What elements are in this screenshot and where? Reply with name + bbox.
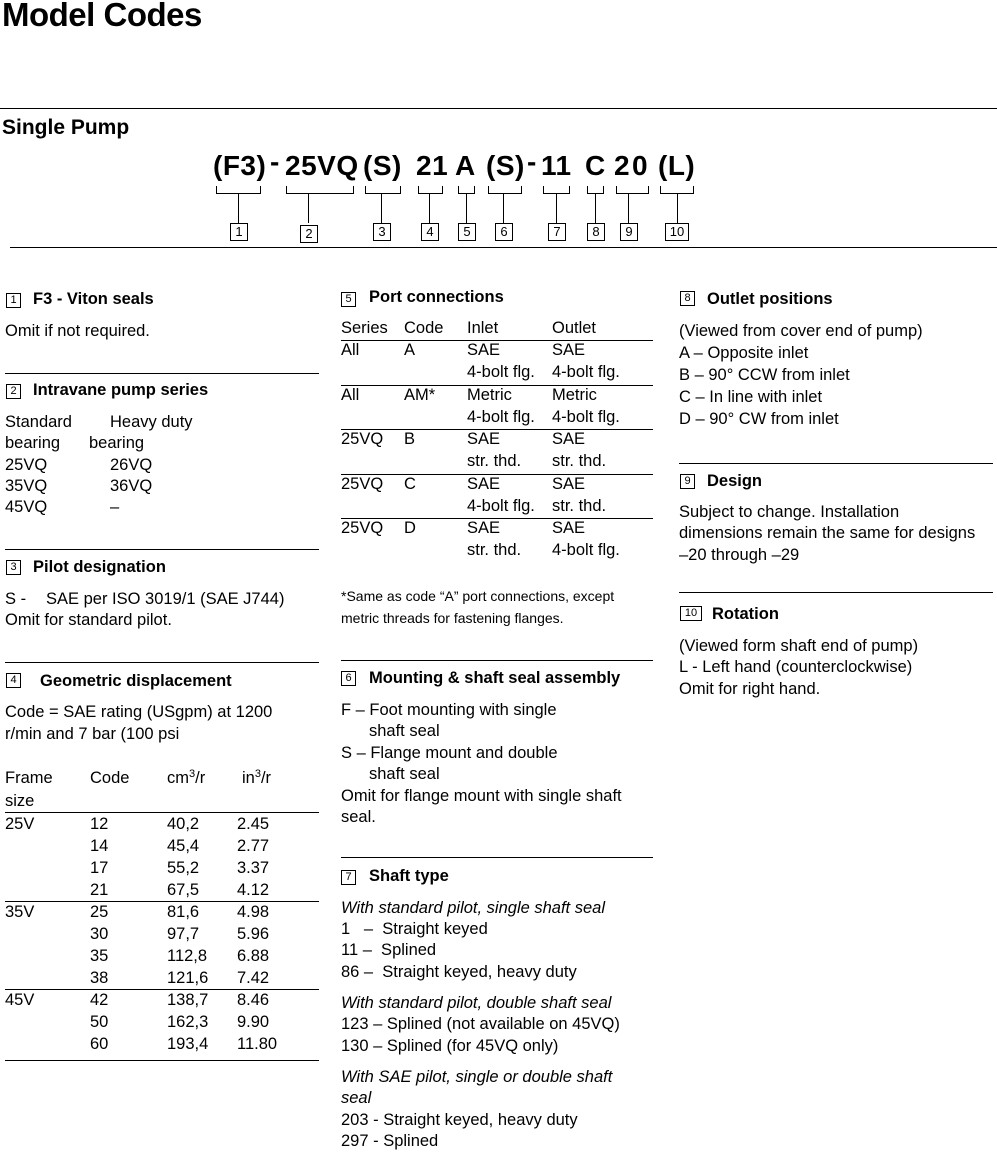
code-part-mounting: (S)	[486, 150, 525, 181]
rotation-line: Omit for right hand.	[679, 680, 821, 698]
displacement-cell: 121,6	[167, 969, 209, 987]
ref-box-2: 2	[300, 225, 318, 243]
design-line: –20 through –29	[679, 546, 800, 564]
series-cell: 35VQ	[5, 477, 48, 495]
port-cell: SAE	[552, 341, 586, 359]
port-cell: AM*	[404, 385, 436, 404]
ref-box-4: 4	[421, 223, 439, 241]
code-part-rotation: (L)	[658, 150, 696, 181]
section-number-1: 1	[6, 293, 21, 308]
displacement-cell: 25	[90, 903, 109, 921]
pilot-code: S -	[5, 590, 27, 608]
shaft-item: 86 – Straight keyed, heavy duty	[341, 963, 577, 981]
displacement-cell: 45,4	[167, 837, 200, 855]
ref-box-6: 6	[495, 223, 513, 241]
rotation-line: (Viewed form shaft end of pump)	[679, 637, 919, 655]
displacement-cell: 12	[90, 815, 109, 833]
port-note: *Same as code “A” port connections, except	[341, 588, 615, 604]
table-header: $in^3/r$	[242, 768, 272, 787]
port-cell: SAE	[552, 430, 586, 448]
code-part-outlet: C	[585, 150, 606, 181]
page-title: Model Codes	[2, 0, 202, 33]
port-cell: 25VQ	[341, 430, 384, 448]
port-cell: 25VQ	[341, 474, 384, 493]
mounting-option: seal.	[341, 808, 376, 826]
shaft-group: With standard pilot, single shaft seal	[341, 899, 605, 917]
displacement-cell: 55,2	[167, 859, 200, 877]
port-cell: 4-bolt flg.	[467, 496, 535, 515]
section-number-8: 8	[680, 291, 695, 306]
displacement-cell: 35	[90, 947, 109, 965]
displacement-cell: 40,2	[167, 815, 200, 833]
shaft-group: With SAE pilot, single or double shaft	[341, 1068, 613, 1086]
port-cell: str. thd.	[467, 452, 522, 470]
code-part-design-2: 0	[632, 150, 649, 181]
mounting-option: shaft seal	[369, 722, 440, 740]
displacement-cell: 25V	[5, 815, 35, 833]
section-title-7: Shaft type	[369, 867, 449, 885]
mounting-option: F – Foot mounting with single	[341, 701, 557, 719]
code-part-series: 25VQ	[285, 150, 359, 181]
outlet-line: C – In line with inlet	[679, 388, 823, 406]
displacement-cell: 50	[90, 1013, 109, 1031]
code-dash: -	[527, 146, 537, 177]
section-number-10: 10	[680, 606, 702, 621]
outlet-line: (Viewed from cover end of pump)	[679, 322, 923, 340]
port-cell: A	[404, 341, 416, 359]
section-number-5: 5	[341, 292, 356, 307]
mounting-option: shaft seal	[369, 765, 440, 783]
displacement-cell: 193,4	[167, 1035, 209, 1053]
port-cell: 4-bolt flg.	[552, 363, 620, 381]
series-cell: 25VQ	[5, 456, 48, 474]
port-cell: SAE	[552, 474, 586, 493]
displacement-cell: 6.88	[237, 947, 270, 965]
port-cell: Metric	[467, 385, 512, 404]
section-number-2: 2	[6, 384, 21, 399]
displacement-cell: 67,5	[167, 881, 200, 899]
code-part-shaft: 11	[541, 150, 572, 181]
series-cell: 26VQ	[110, 456, 153, 474]
ref-box-5: 5	[458, 223, 476, 241]
section-number-9: 9	[680, 474, 695, 489]
displacement-cell: 38	[90, 969, 109, 987]
port-note: metric threads for fastening flanges.	[341, 610, 564, 626]
code-part-port: A	[455, 150, 476, 181]
port-cell: 4-bolt flg.	[467, 407, 535, 426]
port-cell: C	[404, 474, 416, 493]
table-header: Inlet	[467, 319, 499, 337]
pilot-note: Omit for standard pilot.	[5, 611, 172, 629]
table-header: $cm^3/r$	[167, 768, 206, 787]
displacement-cell: 35V	[5, 903, 35, 921]
section-number-6: 6	[341, 671, 356, 686]
port-cell: SAE	[467, 474, 501, 493]
shaft-group: seal	[341, 1089, 372, 1107]
code-part-displacement: 21	[416, 150, 449, 181]
table-header: Code	[90, 769, 130, 787]
port-cell: 4-bolt flg.	[552, 541, 620, 559]
displacement-cell: 3.37	[237, 859, 270, 877]
section-title-2: Intravane pump series	[33, 381, 209, 399]
displacement-cell: 8.46	[237, 991, 270, 1009]
outlet-line: B – 90° CCW from inlet	[679, 366, 850, 384]
displacement-cell: 11.80	[237, 1035, 278, 1053]
port-cell: 4-bolt flg.	[467, 363, 535, 381]
port-cell: 25VQ	[341, 519, 384, 537]
section-title-1: F3 - Viton seals	[33, 290, 154, 308]
displacement-cell: 162,3	[167, 1013, 209, 1031]
displacement-cell: 4.12	[237, 881, 270, 899]
section-body-1: Omit if not required.	[5, 322, 150, 340]
port-cell: D	[404, 519, 416, 537]
code-part-pilot: (S)	[363, 150, 402, 181]
shaft-item: 123 – Splined (not available on 45VQ)	[341, 1015, 620, 1033]
port-cell: 4-bolt flg.	[552, 407, 620, 426]
divider	[10, 247, 997, 248]
shaft-item: 297 - Splined	[341, 1132, 439, 1150]
displacement-cell: 5.96	[237, 925, 270, 943]
port-cell: str. thd.	[467, 541, 522, 559]
displacement-cell: 14	[90, 837, 109, 855]
outlet-line: A – Opposite inlet	[679, 344, 809, 362]
series-header: Standard	[5, 413, 72, 431]
shaft-item: 203 - Straight keyed, heavy duty	[341, 1111, 578, 1129]
port-cell: SAE	[467, 341, 501, 359]
ref-box-1: 1	[230, 223, 248, 241]
design-line: Subject to change. Installation	[679, 503, 900, 521]
port-cell: B	[404, 430, 416, 448]
table-header: Outlet	[552, 319, 597, 337]
table-header: size	[5, 792, 35, 810]
displacement-cell: 17	[90, 859, 109, 877]
port-cell: SAE	[467, 519, 501, 537]
table-header: Code	[404, 319, 444, 337]
shaft-item: 11 – Splined	[341, 941, 437, 959]
code-part-f3: (F3)	[213, 150, 267, 181]
series-header: bearing	[5, 434, 61, 452]
displacement-desc: Code = SAE rating (USgpm) at 1200	[5, 703, 273, 721]
ref-box-7: 7	[548, 223, 566, 241]
series-cell: 45VQ	[5, 498, 48, 516]
port-cell: Metric	[552, 385, 597, 404]
displacement-cell: 30	[90, 925, 109, 943]
shaft-item: 130 – Splined (for 45VQ only)	[341, 1037, 559, 1055]
port-cell: All	[341, 385, 360, 404]
section-title-3: Pilot designation	[33, 558, 166, 576]
section-title-9: Design	[707, 472, 763, 490]
section-number-7: 7	[341, 870, 356, 885]
table-header: Series	[341, 319, 388, 337]
section-subtitle: Single Pump	[2, 116, 130, 139]
port-cell: str. thd.	[552, 452, 607, 470]
displacement-cell: 7.42	[237, 969, 270, 987]
section-title-6: Mounting & shaft seal assembly	[369, 669, 621, 687]
code-part-design-1: 2	[614, 150, 631, 181]
divider	[0, 108, 997, 109]
displacement-cell: 81,6	[167, 903, 200, 921]
displacement-cell: 9.90	[237, 1013, 270, 1031]
port-cell: SAE	[552, 519, 586, 537]
ref-box-8: 8	[587, 223, 605, 241]
design-line: dimensions remain the same for designs	[679, 524, 976, 542]
series-cell: 36VQ	[110, 477, 153, 495]
section-title-8: Outlet positions	[707, 290, 833, 308]
displacement-cell: 60	[90, 1035, 109, 1053]
port-cell: SAE	[467, 430, 501, 448]
displacement-cell: 97,7	[167, 925, 200, 943]
displacement-cell: 45V	[5, 991, 35, 1009]
section-title-10: Rotation	[712, 605, 779, 623]
section-number-4: 4	[6, 673, 21, 688]
outlet-line: D – 90° CW from inlet	[679, 410, 839, 428]
section-title-4: Geometric displacement	[40, 672, 232, 690]
ref-box-9: 9	[620, 223, 638, 241]
port-cell: str. thd.	[552, 496, 607, 515]
port-cell: All	[341, 341, 360, 359]
shaft-item: 1 – Straight keyed	[341, 920, 488, 938]
displacement-cell: 42	[90, 991, 109, 1009]
ref-box-3: 3	[373, 223, 391, 241]
mounting-option: Omit for flange mount with single shaft	[341, 787, 622, 805]
ref-box-10: 10	[665, 223, 689, 241]
series-cell: –	[110, 498, 120, 516]
displacement-desc: r/min and 7 bar (100 psi	[5, 725, 180, 743]
code-dash: -	[270, 146, 280, 177]
displacement-cell: 21	[90, 881, 109, 899]
mounting-option: S – Flange mount and double	[341, 744, 558, 762]
table-header: Frame	[5, 769, 53, 787]
series-header: bearing	[89, 434, 145, 452]
section-title-5: Port connections	[369, 288, 504, 306]
displacement-cell: 138,7	[167, 991, 209, 1009]
shaft-group: With standard pilot, double shaft seal	[341, 994, 612, 1012]
displacement-cell: 4.98	[237, 903, 270, 921]
displacement-cell: 2.45	[237, 815, 270, 833]
displacement-cell: 2.77	[237, 837, 270, 855]
rotation-line: L - Left hand (counterclockwise)	[679, 658, 913, 676]
series-header: Heavy duty	[110, 413, 193, 431]
section-number-3: 3	[6, 560, 21, 575]
pilot-text: SAE per ISO 3019/1 (SAE J744)	[46, 590, 285, 608]
displacement-cell: 112,8	[167, 947, 208, 965]
